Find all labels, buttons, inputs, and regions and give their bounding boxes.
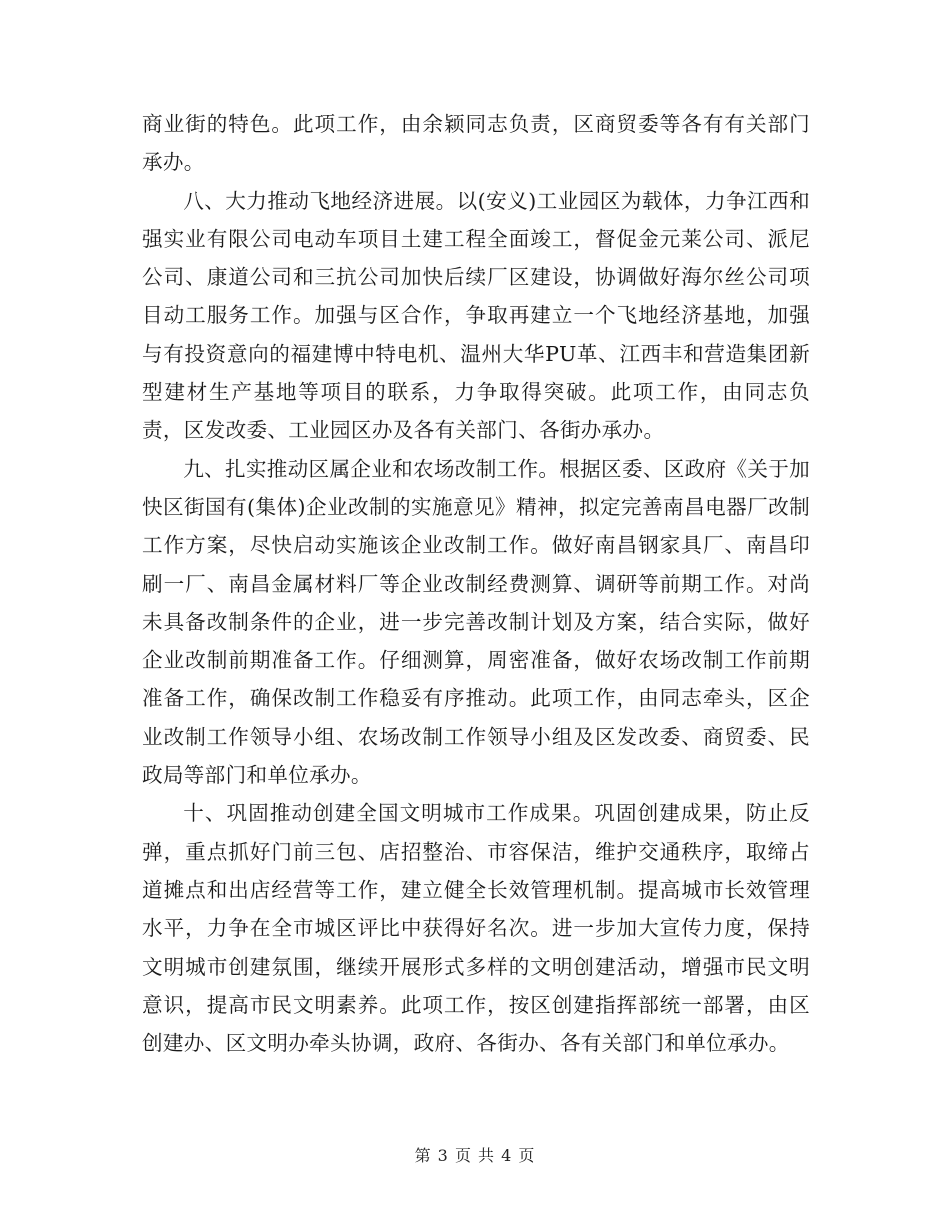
document-body [142,105,810,1062]
paragraph-section-10: 十、巩固推动创建全国文明城市工作成果。巩固创建成果，防止反弹，重点抓好门前三包、店招整治、市容保洁，维护交通秩序，取缔占道摊点和出店经营等工作，建立健全长效管理机制。提高城市长效管理水平，力争在全市城区评比中获得好名次。进一步加大宣传力度，保持文明城市创建氛围，继续开展形式多样的文明创建活动，增强市民文明意识，提高市民文明素养。此项工作，按区创建指挥部统一部署，由区创建办、区文明办牵头协调，政府、各街办、各有关部门和单位承办。 [142,801,810,1056]
page-number-footer: 第 3 页 共 4 页 [414,1146,536,1165]
paragraph-section-8: 八、大力推动飞地经济进展。以(安义)工业园区为载体，力争江西和强实业有限公司电动车项目土建工程全面竣工，督促金元莱公司、派尼公司、康道公司和三抗公司加快后续厂区建设，协调做好海尔丝公司项目动工服务工作。加强与区合作，争取再建立一个飞地经济基地，加强与有投资意向的福建博中特电机、温州大华PU革、江西丰和营造集团新型建材生产基地等项目的联系，力争取得突破。此项工作，由同志负责，区发改委、工业园区办及各有关部门、各街办承办。 [142,188,810,443]
paragraph-continuation: 商业街的特色。此项工作，由余颖同志负责，区商贸委等各有有关部门承办。 [142,112,810,175]
paragraph-section-9: 九、扎实推动区属企业和农场改制工作。根据区委、区政府《关于加快区街国有(集体)企业改制的实施意见》精神，拟定完善南昌电器厂改制工作方案，尽快启动实施该企业改制工作。做好南昌钢家具厂、南昌印刷一厂、南昌金属材料厂等企业改制经费测算、调研等前期工作。对尚未具备改制条件的企业，进一步完善改制计划及方案，结合实际，做好企业改制前期准备工作。仔细测算，周密准备，做好农场改制工作前期准备工作，确保改制工作稳妥有序推动。此项工作，由同志牵头，区企业改制工作领导小组、农场改制工作领导小组及区发改委、商贸委、民政局等部门和单位承办。 [142,456,810,788]
